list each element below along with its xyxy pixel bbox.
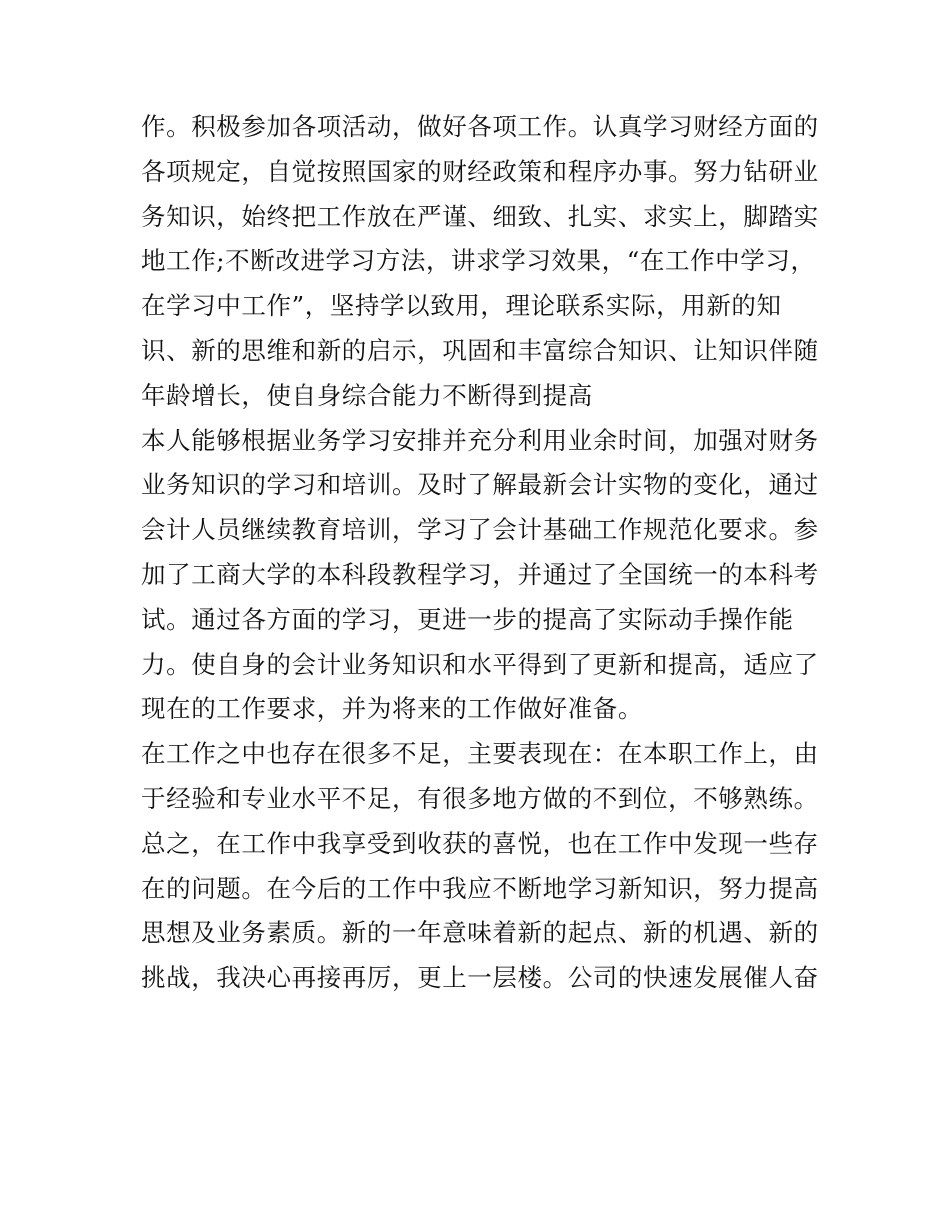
body-text [141, 105, 821, 1001]
text-line: 总之，在工作中我享受到收获的喜悦，也在工作中发现一些存 [141, 828, 819, 858]
text-line: 识、新的思维和新的启示，巩固和丰富综合知识、让知识伴随 [141, 335, 819, 365]
text-line: 务知识，始终把工作放在严谨、细致、扎实、求实上，脚踏实 [141, 201, 819, 231]
text-line: 在的问题。在今后的工作中我应不断地学习新知识，努力提高 [141, 873, 819, 903]
text-line: 地工作;不断改进学习方法，讲求学习效果，“在工作中学习， [141, 246, 816, 276]
text-line: 挑战，我决心再接再厉，更上一层楼。公司的快速发展催人奋 [141, 963, 819, 993]
text-line: 于经验和专业水平不足，有很多地方做的不到位，不够熟练。 [141, 783, 819, 813]
text-line: 各项规定，自觉按照国家的财经政策和程序办事。努力钻研业 [141, 156, 819, 186]
text-line: 会计人员继续教育培训，学习了会计基础工作规范化要求。参 [141, 515, 819, 545]
text-line: 作。积极参加各项活动，做好各项工作。认真学习财经方面的 [141, 112, 819, 141]
text-line: 加了工商大学的本科段教程学习，并通过了全国统一的本科考 [141, 559, 819, 589]
text-line: 在工作之中也存在很多不足，主要表现在：在本职工作上，由 [141, 739, 819, 769]
text-line: 年龄增长，使自身综合能力不断得到提高 [141, 380, 593, 410]
text-line: 力。使自身的会计业务知识和水平得到了更新和提高，适应了 [141, 649, 819, 679]
text-line: 试。通过各方面的学习，更进一步的提高了实际动手操作能 [141, 604, 794, 634]
text-line: 在学习中工作”，坚持学以致用，理论联系实际，用新的知 [141, 291, 782, 321]
text-line: 业务知识的学习和培训。及时了解最新会计实物的变化，通过 [141, 470, 819, 500]
text-line: 本人能够根据业务学习安排并充分利用业余时间，加强对财务 [141, 425, 819, 455]
text-line: 思想及业务素质。新的一年意味着新的起点、新的机遇、新的 [141, 918, 819, 948]
text-line: 现在的工作要求，并为将来的工作做好准备。 [141, 694, 643, 724]
